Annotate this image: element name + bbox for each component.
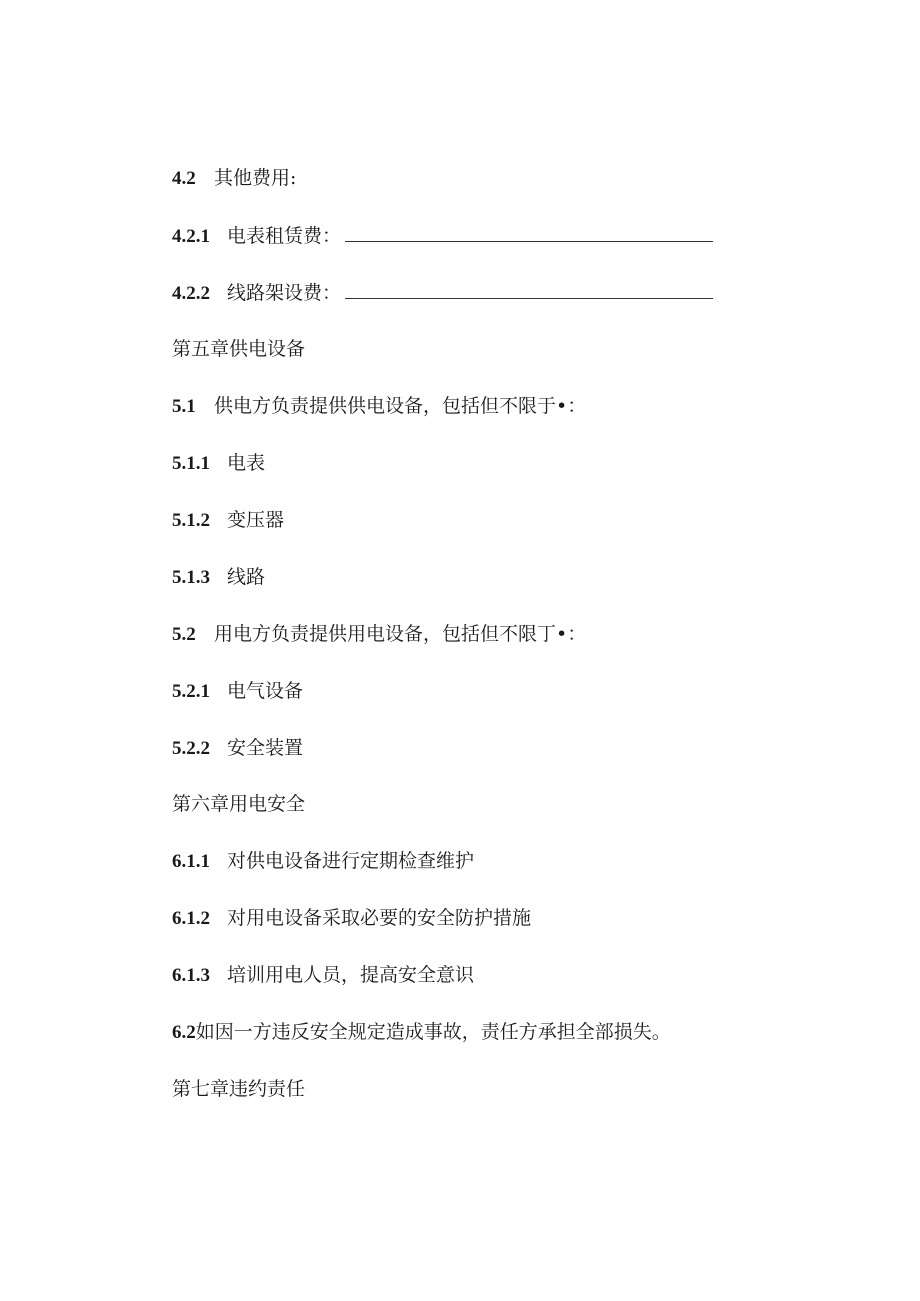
clause-number: 5.1 xyxy=(172,396,196,417)
clause-number: 5.1.2 xyxy=(172,510,210,531)
clause-text: 电表租赁费： xyxy=(227,225,342,247)
clause-5-2-2 xyxy=(172,736,303,760)
clause-5-1-2 xyxy=(172,508,284,532)
clause-text: 供电方负责提供供电设备，包括但不限于•： xyxy=(214,395,587,417)
chapter-heading-5: 第五章供电设备 xyxy=(172,338,306,360)
clause-number: 6.1.2 xyxy=(172,908,210,929)
chapter-heading-6: 第六章用电安全 xyxy=(172,793,306,815)
clause-number: 4.2.1 xyxy=(172,226,210,247)
clause-text: 电气设备 xyxy=(227,680,304,702)
clause-number: 5.2 xyxy=(172,624,196,645)
clause-number: 6.2 xyxy=(172,1022,196,1043)
clause-text: 变压器 xyxy=(227,509,285,531)
clause-5-2-1 xyxy=(172,679,303,703)
chapter-heading-7: 第七章违约责任 xyxy=(172,1078,306,1100)
clause-number: 6.1.3 xyxy=(172,965,210,986)
clause-text: 电表 xyxy=(227,452,266,474)
clause-4-2 xyxy=(172,166,296,190)
clause-text: 线路 xyxy=(227,566,266,588)
clause-5-1-3 xyxy=(172,565,265,589)
clause-6-1-2 xyxy=(172,906,531,930)
clause-number: 5.1.3 xyxy=(172,567,210,588)
clause-number: 4.2 xyxy=(172,168,196,189)
clause-number: 5.1.1 xyxy=(172,453,210,474)
clause-number: 5.2.1 xyxy=(172,681,210,702)
clause-number: 5.2.2 xyxy=(172,738,210,759)
clause-5-1 xyxy=(172,394,586,418)
clause-text: 用电方负责提供用电设备，包括但不限丁•： xyxy=(214,623,587,645)
fill-in-blank-line xyxy=(345,280,713,299)
clause-text: 安全装置 xyxy=(227,737,304,759)
clause-text: 线路架设费： xyxy=(227,282,342,304)
clause-number: 4.2.2 xyxy=(172,283,210,304)
clause-4-2-1 xyxy=(172,223,713,247)
clause-5-1-1 xyxy=(172,451,265,475)
clause-6-1-1 xyxy=(172,849,474,873)
clause-text: 对供电设备进行定期检查维护 xyxy=(227,850,475,872)
clause-6-1-3 xyxy=(172,963,474,987)
clause-5-2 xyxy=(172,622,586,646)
clause-6-2 xyxy=(172,1020,671,1044)
clause-text: 如因一方违反安全规定造成事故，责任方承担全部损失。 xyxy=(195,1021,671,1043)
clause-text: 对用电设备采取必要的安全防护措施 xyxy=(227,907,532,929)
clause-text: 其他费用: xyxy=(214,167,297,189)
clause-text: 培训用电人员，提高安全意识 xyxy=(227,964,475,986)
clause-4-2-2 xyxy=(172,280,713,304)
clause-number: 6.1.1 xyxy=(172,851,210,872)
fill-in-blank-line xyxy=(345,223,713,242)
